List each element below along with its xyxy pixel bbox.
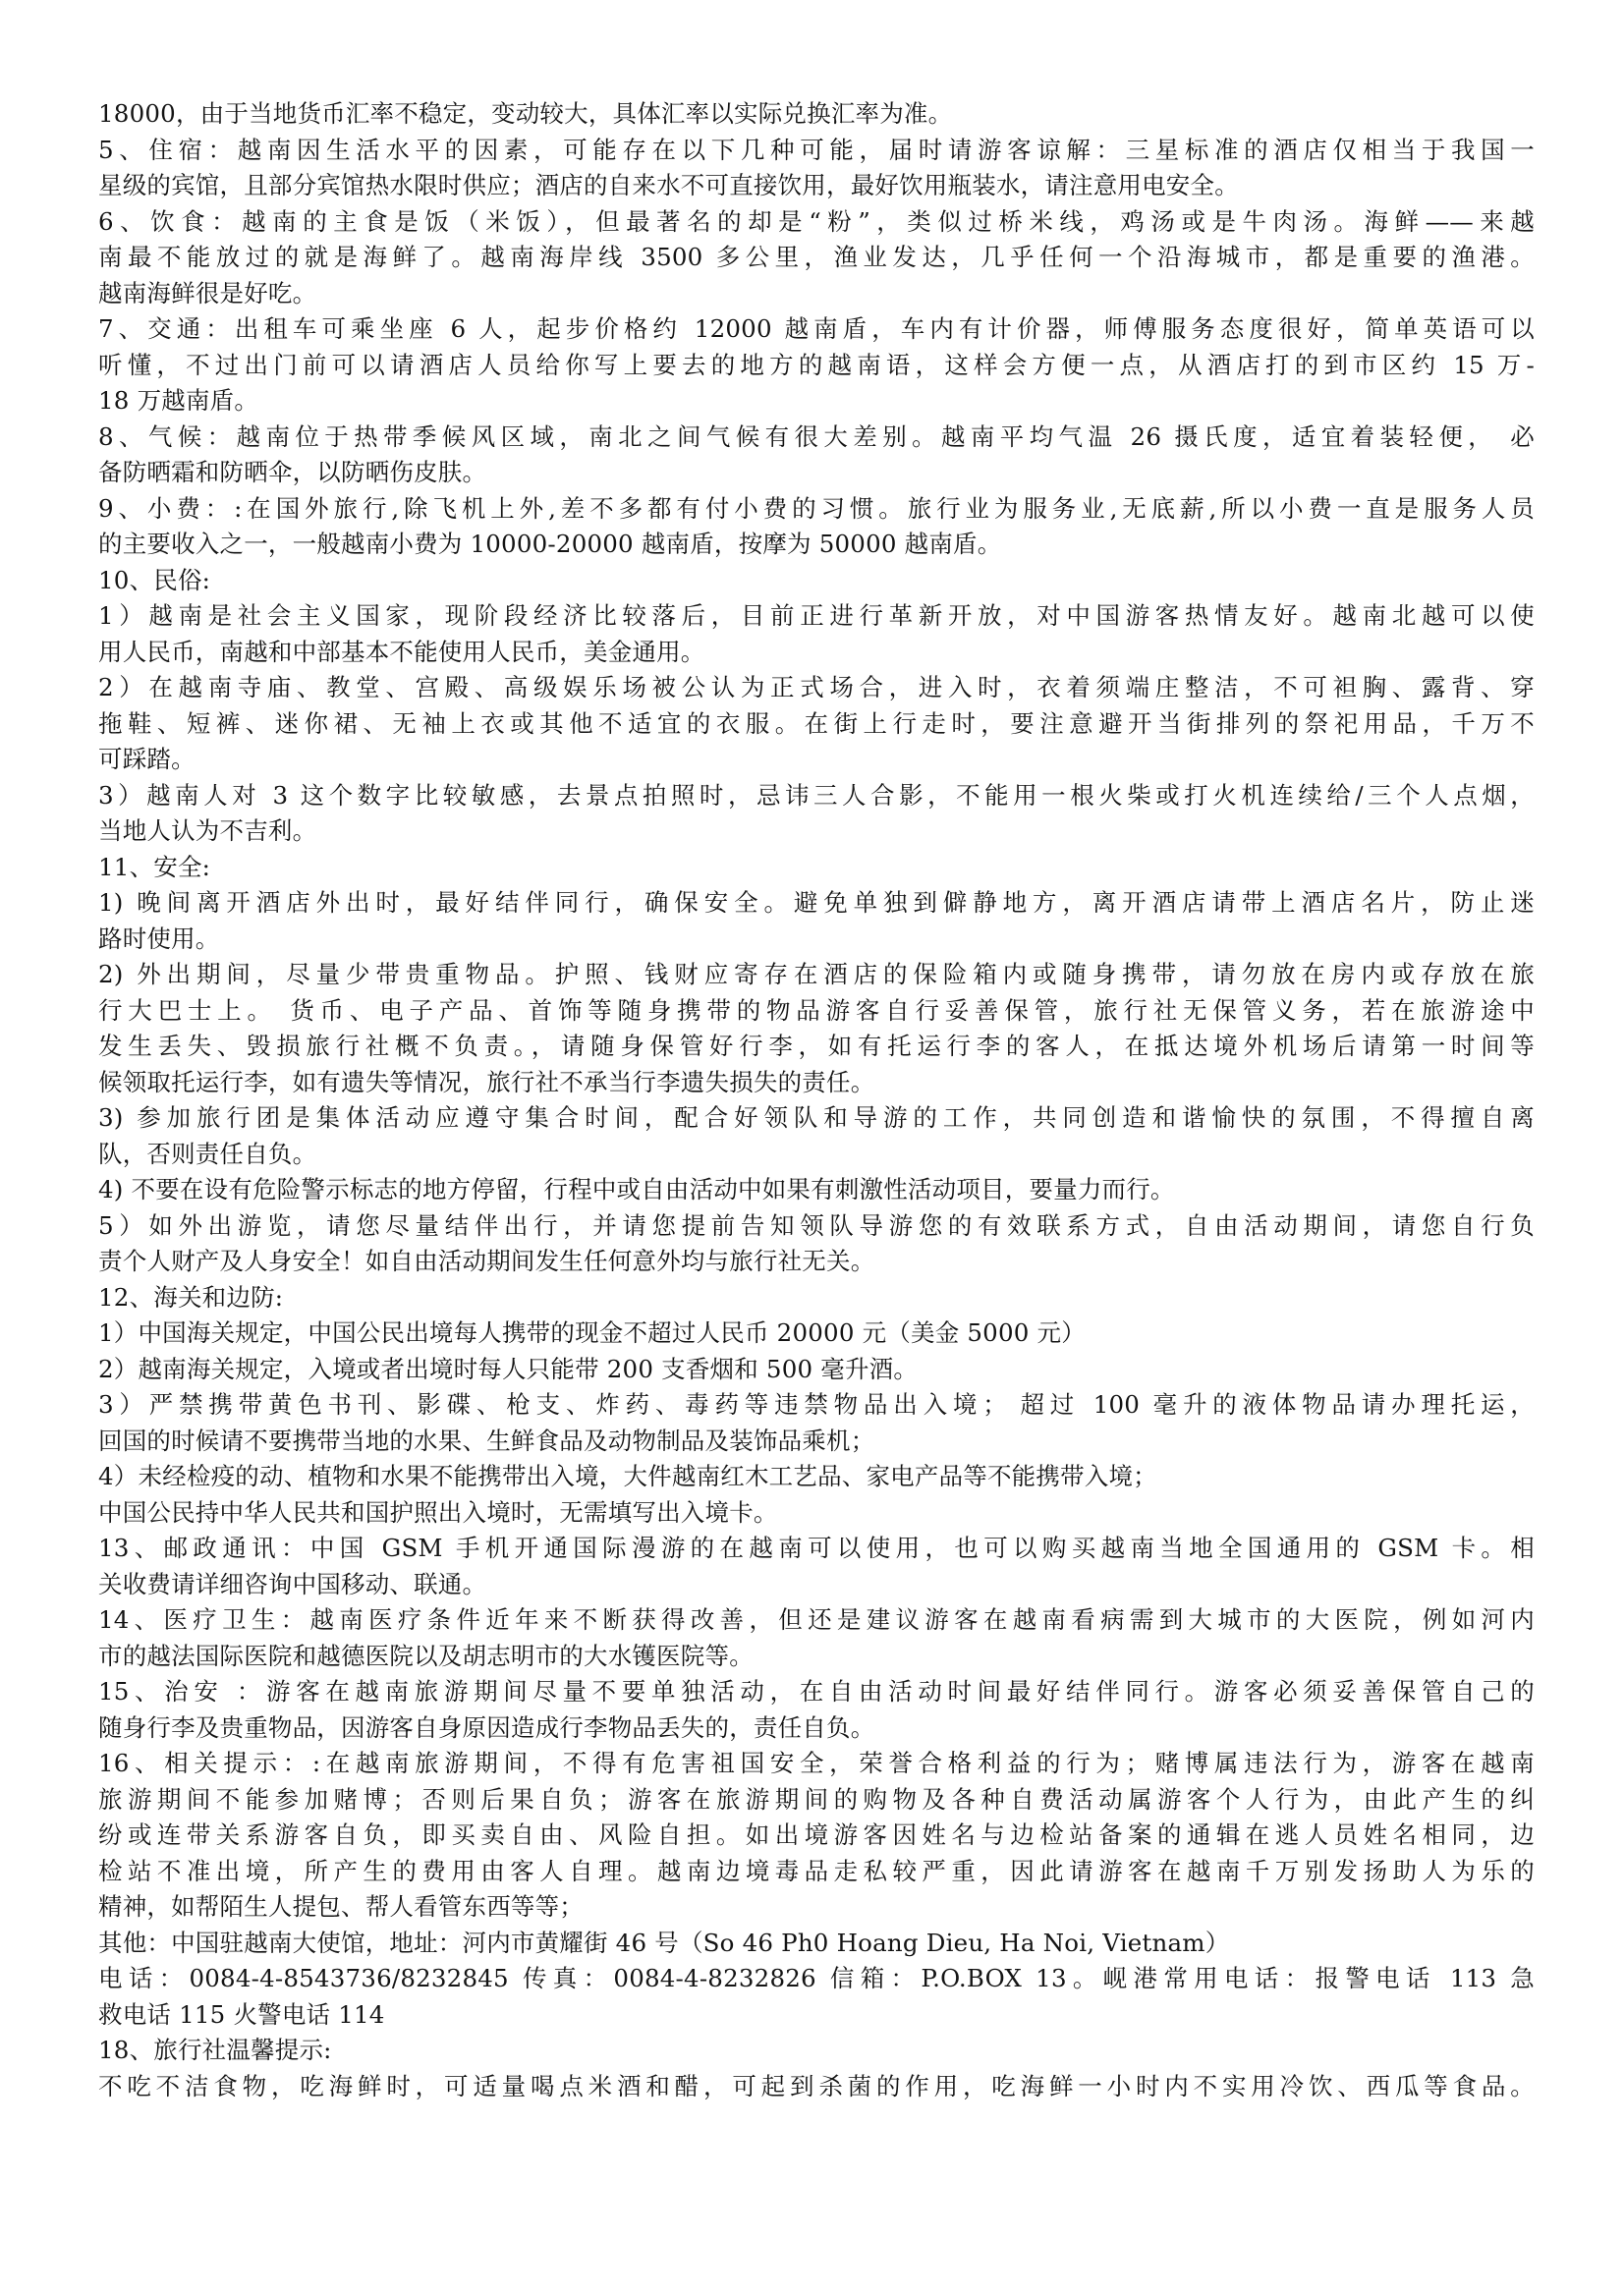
text-line: 其他：中国驻越南大使馆，地址：河内市黄耀街 46 号（So 46 Ph0 Hoang Dieu, Ha Noi, Vietnam） <box>98 1928 1230 1957</box>
text-line: 当地人认为不吉利。 <box>98 816 317 845</box>
text-line: 责个人财产及人身安全！如自由活动期间发生任何意外均与旅行社无关。 <box>98 1247 875 1275</box>
text-line: 4) 不要在设有危险警示标志的地方停留，行程中或自由活动中如果有刺激性活动项目，要量力而行。 <box>98 1175 1175 1203</box>
text-line: 1）中国海关规定，中国公民出境每人携带的现金不超过人民币 20000 元（美金 5000 元） <box>98 1318 1086 1347</box>
text-line: 14、医疗卫生：越南医疗条件近年来不断获得改善，但还是建议游客在越南看病需到大城市的大医院，例如河内 <box>98 1605 1535 1634</box>
text-line: 2）在越南寺庙、教堂、宫殿、高级娱乐场被公认为正式场合，进入时，衣着须端庄整洁，不可袒胸、露背、穿 <box>98 673 1535 701</box>
text-line: 2）越南海关规定，入境或者出境时每人只能带 200 支香烟和 500 毫升酒。 <box>98 1354 919 1383</box>
text-line: 不吃不洁食物，吃海鲜时，可适量喝点米酒和醋，可起到杀菌的作用，吃海鲜一小时内不实用冷饮、西瓜等食品。 <box>98 2071 1535 2100</box>
text-line: 2) 外出期间，尽量少带贵重物品。护照、钱财应寄存在酒店的保险箱内或随身携带，请勿放在房内或存放在旅 <box>98 960 1535 988</box>
text-line: 4）未经检疫的动、植物和水果不能携带出入境，大件越南红木工艺品、家电产品等不能携带入境； <box>98 1462 1157 1490</box>
text-line: 备防晒霜和防晒伞，以防晒伤皮肤。 <box>98 458 487 486</box>
text-line: 路时使用。 <box>98 924 220 953</box>
text-line: 3）越南人对 3 这个数字比较敏感，去景点拍照时，忌讳三人合影，不能用一根火柴或打火机连续给/三个人点烟， <box>98 780 1535 810</box>
document-page <box>98 96 1535 2104</box>
text-line: 行大巴士上。 货币、电子产品、首饰等随身携带的物品游客自行妥善保管，旅行社无保管义务，若在旅游途中 <box>98 995 1535 1025</box>
text-line: 8、气候：越南位于热带季候风区域，南北之间气候有很大差别。越南平均气温 26 摄氏度，适宜着装轻便， 必 <box>98 421 1535 451</box>
text-line: 发生丢失、毁损旅行社概不负责。，请随身保管好行李，如有托运行李的客人，在抵达境外机场后请第一时间等 <box>98 1032 1535 1060</box>
text-line: 15、治安 ：游客在越南旅游期间尽量不要单独活动，在自由活动时间最好结伴同行。游客必须妥善保管自己的 <box>98 1677 1535 1706</box>
text-line: 6、饮食：越南的主食是饭（米饭），但最著名的却是“粉”，类似过桥米线，鸡汤或是牛肉汤。海鲜——来越 <box>98 206 1535 236</box>
text-line: 18000，由于当地货币汇率不稳定，变动较大，具体汇率以实际兑换汇率为准。 <box>98 99 953 128</box>
text-line: 市的越法国际医院和越德医院以及胡志明市的大水镬医院等。 <box>98 1641 754 1670</box>
text-line: 用人民币，南越和中部基本不能使用人民币，美金通用。 <box>98 637 705 666</box>
text-line: 16、相关提示：:在越南旅游期间，不得有危害祖国安全，荣誉合格利益的行为；赌博属违法行为，游客在越南 <box>98 1749 1535 1777</box>
text-line: 1) 晚间离开酒店外出时，最好结伴同行，确保安全。避免单独到僻静地方，离开酒店请带上酒店名片，防止迷 <box>98 888 1535 917</box>
text-line: 的主要收入之一，一般越南小费为 10000-20000 越南盾，按摩为 50000 越南盾。 <box>98 530 1002 558</box>
text-line: 5）如外出游览，请您尽量结伴出行，并请您提前告知领队导游您的有效联系方式，自由活动期间，请您自行负 <box>98 1210 1535 1240</box>
text-line: 18 万越南盾。 <box>98 386 259 415</box>
text-line: 10、民俗: <box>98 565 211 594</box>
text-line: 拖鞋、短裤、迷你裙、无袖上衣或其他不适宜的衣服。在街上行走时，要注意避开当街排列的祭祀用品，千万不 <box>98 708 1535 738</box>
text-line: 3) 参加旅行团是集体活动应遵守集合时间，配合好领队和导游的工作，共同创造和谐愉快的氛围，不得擅自离 <box>98 1103 1535 1132</box>
text-line: 电话：0084-4-8543736/8232845 传真：0084-4-8232826 信箱：P.O.BOX 13。岘港常用电话：报警电话 113 急 <box>98 1964 1535 1992</box>
text-line: 12、海关和边防: <box>98 1282 284 1312</box>
text-line: 纷或连带关系游客自负，即买卖自由、风险自担。如出境游客因姓名与边检站备案的通辑在逃人员姓名相同，边 <box>98 1820 1535 1849</box>
text-line: 星级的宾馆，且部分宾馆热水限时供应；酒店的自来水不可直接饮用，最好饮用瓶装水，请注意用电安全。 <box>98 171 1239 199</box>
text-line: 检站不准出境，所产生的费用由客人自理。越南边境毒品走私较严重，因此请游客在越南千万别发扬助人为乐的 <box>98 1856 1535 1885</box>
text-line: 听懂，不过出门前可以请酒店人员给你写上要去的地方的越南语，这样会方便一点，从酒店打的到市区约 15 万- <box>98 350 1535 379</box>
text-line: 18、旅行社温馨提示: <box>98 2036 332 2064</box>
text-line: 旅游期间不能参加赌博；否则后果自负；游客在旅游期间的购物及各种自费活动属游客个人行为，由此产生的纠 <box>98 1784 1535 1814</box>
text-line: 中国公民持中华人民共和国护照出入境时，无需填写出入境卡。 <box>98 1497 778 1527</box>
text-line: 11、安全: <box>98 852 211 881</box>
text-line: 越南海鲜很是好吃。 <box>98 278 317 308</box>
text-line: 5、住宿：越南因生活水平的因素，可能存在以下几种可能，届时请游客谅解：三星标准的酒店仅相当于我国一 <box>98 135 1535 164</box>
text-line: 随身行李及贵重物品，因游客自身原因造成行李物品丢失的，责任自负。 <box>98 1712 875 1742</box>
text-line: 13、邮政通讯：中国 GSM 手机开通国际漫游的在越南可以使用，也可以购买越南当地全国通用的 GSM 卡。相 <box>98 1534 1535 1562</box>
text-line: 队，否则责任自负。 <box>98 1139 317 1168</box>
text-line: 关收费请详细咨询中国移动、联通。 <box>98 1569 487 1598</box>
text-line: 7、交通：出租车可乘坐座 6 人，起步价格约 12000 越南盾，车内有计价器，师傅服务态度很好，简单英语可以 <box>98 314 1535 343</box>
text-line: 9、小费：:在国外旅行,除飞机上外,差不多都有付小费的习惯。旅行业为服务业,无底薪,所以小费一直是服务人员 <box>98 493 1535 523</box>
text-line: 南最不能放过的就是海鲜了。越南海岸线 3500 多公里，渔业发达，几乎任何一个沿海城市，都是重要的渔港。 <box>98 243 1535 271</box>
text-line: 救电话 115 火警电话 114 <box>98 1999 385 2029</box>
text-line: 候领取托运行李，如有遗失等情况，旅行社不承当行李遗失损失的责任。 <box>98 1067 875 1096</box>
text-line: 3）严禁携带黄色书刊、影碟、枪支、炸药、毒药等违禁物品出入境； 超过 100 毫升的液体物品请办理托运， <box>98 1390 1535 1419</box>
text-line: 可踩踏。 <box>98 745 196 773</box>
text-line: 精神，如帮陌生人提包、帮人看管东西等等； <box>98 1892 584 1921</box>
text-line: 回国的时候请不要携带当地的水果、生鲜食品及动物制品及装饰品乘机； <box>98 1426 875 1455</box>
text-line: 1）越南是社会主义国家，现阶段经济比较落后，目前正进行革新开放，对中国游客热情友好。越南北越可以使 <box>98 601 1535 630</box>
